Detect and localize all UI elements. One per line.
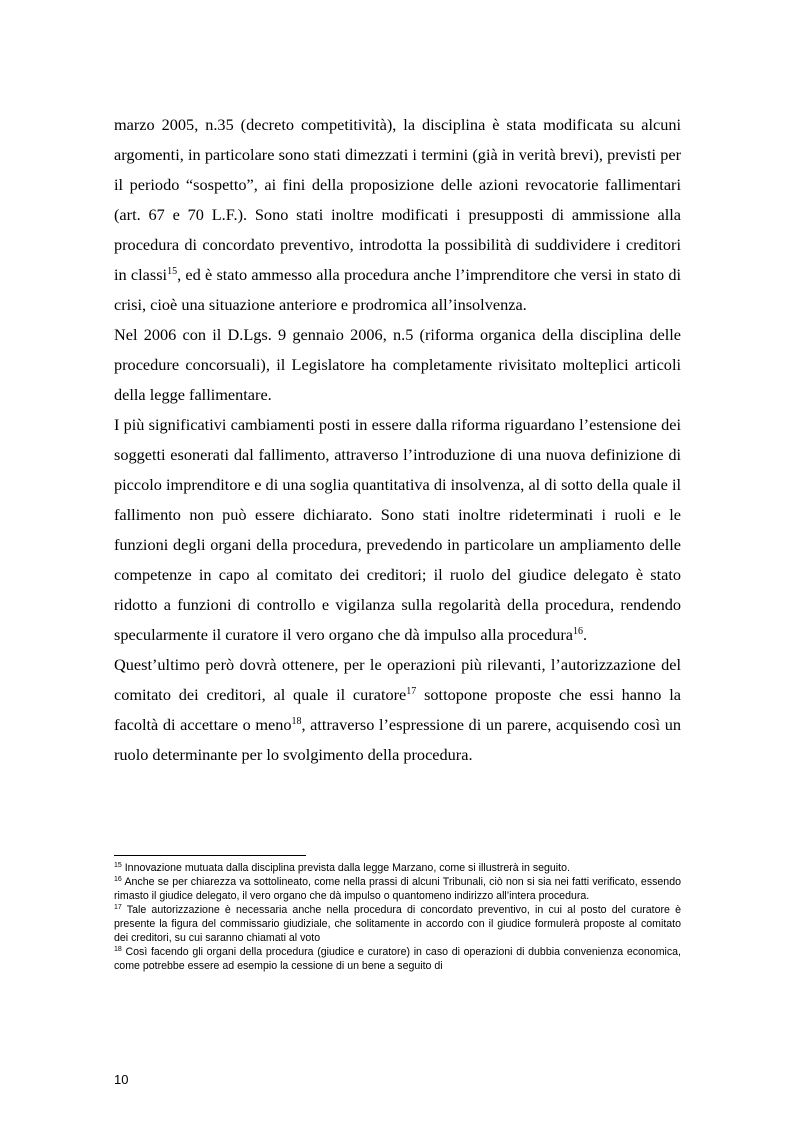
footnote-17: $^{17}$ Tale autorizzazione è necessaria anche nella procedura di concordato preventivo, in cui al posto del curatore è presente la figura del commissario giudiziale, che solitamente in accordo con il giudice formulerà proposte al comitato dei creditori, su cui saranno chiamati al voto (114, 904, 681, 944)
footnote-16: $^{16}$ Anche se per chiarezza va sottolineato, come nella prassi di alcuni Tribunali, ciò non si sia nei fatti verificato, essendo rimasto il giudice delegato, il vero organo che dà impulso o quantomeno indirizzo all’intera procedura. (114, 876, 681, 902)
footnote-15: $^{15}$ Innovazione mutuata dalla disciplina prevista dalla legge Marzano, come si illustrerà in seguito. (114, 862, 570, 874)
paragraph-4: Quest’ultimo però dovrà ottenere, per le operazioni più rilevanti, l’autorizzazione del comitato dei creditori, al quale il curatore$^{17}$ sottopone proposte che essi hanno la facoltà di accettare o meno$^{18}$, attraverso l’espressione di un parere, acquisendo così un ruolo determinante per lo svolgimento della procedura. (114, 655, 681, 764)
footnote-separator (114, 855, 306, 856)
footnotes (114, 861, 681, 973)
paragraph-2: Nel 2006 con il D.Lgs. 9 gennaio 2006, n.5 (riforma organica della disciplina delle procedure concorsuali), il Legislatore ha completamente rivisitato molteplici articoli della legge fallimentare. (114, 325, 681, 404)
footnote-ref-15[interactable]: 15 (167, 266, 178, 277)
footnote-18: $^{18}$ Così facendo gli organi della procedura (giudice e curatore) in caso di operazioni di dubbia convenienza economica, come potrebbe essere ad esempio la cessione di un bene a seguito di (114, 946, 681, 972)
paragraph-3: I più significativi cambiamenti posti in essere dalla riforma riguardano l’estensione dei soggetti esonerati dal fallimento, attraverso l’introduzione di una nuova definizione di piccolo imprenditore e di una soglia quantitativa di insolvenza, al di sotto della quale il fallimento non può essere dichiarato. Sono stati inoltre rideterminati i ruoli e le funzioni degli organi della procedura, prevedendo in particolare un ampliamento delle competenze in capo al comitato dei creditori; il ruolo del giudice delegato è stato ridotto a funzioni di controllo e vigilanza sulla regolarità della procedura, rendendo specularmente il curatore il vero organo che dà impulso alla procedura$^{16}$. (114, 415, 681, 644)
page-number: 10 (114, 1072, 129, 1087)
footnote-ref-18[interactable]: 18 (291, 716, 302, 727)
footnote-ref-17[interactable]: 17 (406, 686, 417, 697)
footnote-ref-16[interactable]: 16 (573, 626, 584, 637)
paragraph-1: marzo 2005, n.35 (decreto competitività), la disciplina è stata modificata su alcuni argomenti, in particolare sono stati dimezzati i termini (già in verità brevi), previsti per il periodo “sospetto”, ai fini della proposizione delle azioni revocatorie fallimentari (art. 67 e 70 L.F.). Sono stati inoltre modificati i presupposti di ammissione alla procedura di concordato preventivo, introdotta la possibilità di suddividere i creditori in classi$^{15}$, ed è stato ammesso alla procedura anche l’imprenditore che versi in stato di crisi, cioè una situazione anteriore e prodromica all’insolvenza. (114, 115, 682, 314)
main-text (114, 110, 681, 770)
